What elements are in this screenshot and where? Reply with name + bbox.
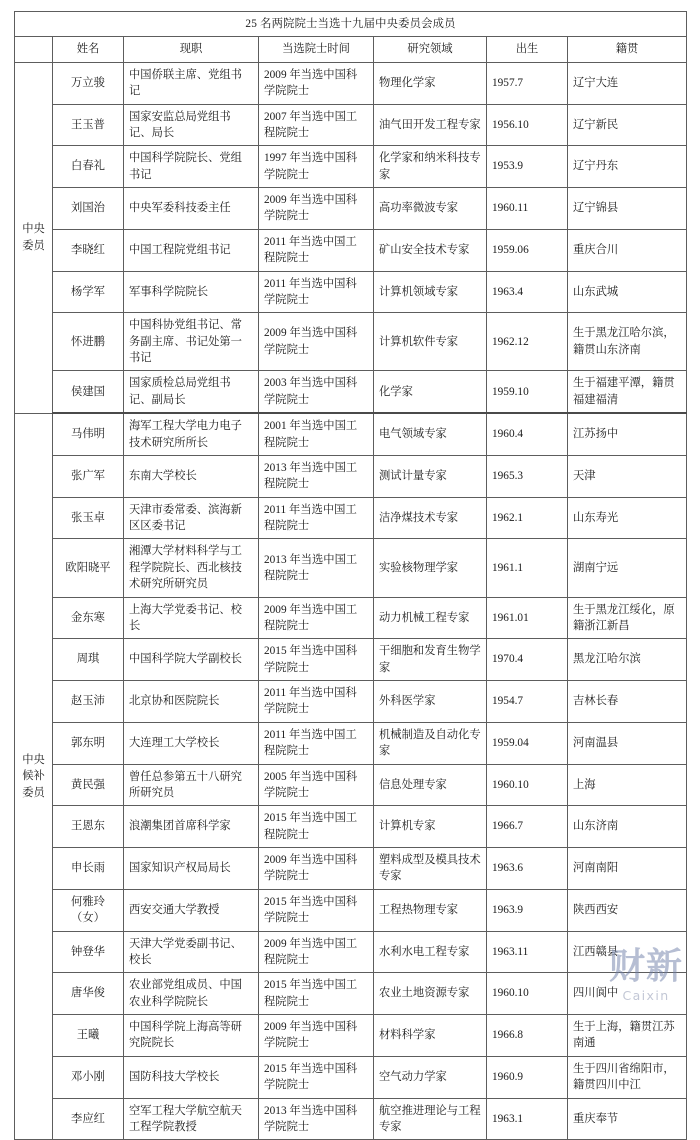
cell-post: 湘潭大学材料科学与工程学院院长、西北核技术研究所研究员 bbox=[124, 539, 259, 597]
cell-post: 曾任总参第五十八研究所研究员 bbox=[124, 764, 259, 806]
cell-born: 1963.6 bbox=[487, 848, 568, 890]
table-row bbox=[15, 597, 687, 639]
cell-born: 1961.01 bbox=[487, 597, 568, 639]
cell-origin: 辽宁新民 bbox=[568, 104, 687, 146]
cell-post: 北京协和医院院长 bbox=[124, 681, 259, 723]
cell-field: 矿山安全技术专家 bbox=[374, 229, 487, 271]
cell-born: 1953.9 bbox=[487, 146, 568, 188]
cell-born: 1962.12 bbox=[487, 313, 568, 371]
cell-elect: 2003 年当选中国科学院院士 bbox=[259, 371, 374, 413]
cell-elect: 2013 年当选中国工程院院士 bbox=[259, 455, 374, 497]
cell-field: 物理化学家 bbox=[374, 62, 487, 104]
cell-name: 侯建国 bbox=[53, 371, 124, 413]
cell-born: 1963.1 bbox=[487, 1098, 568, 1140]
cell-field: 水利水电工程专家 bbox=[374, 931, 487, 973]
cell-elect: 2015 年当选中国科学院院士 bbox=[259, 889, 374, 931]
cell-name: 金东寒 bbox=[53, 597, 124, 639]
cell-origin: 生于上海，籍贯江苏南通 bbox=[568, 1015, 687, 1057]
cell-name: 何雅玲（女） bbox=[53, 889, 124, 931]
cell-field: 空气动力学家 bbox=[374, 1056, 487, 1098]
cell-born: 1963.11 bbox=[487, 931, 568, 973]
cell-elect: 2011 年当选中国工程院院士 bbox=[259, 722, 374, 764]
cell-post: 中国科学院大学副校长 bbox=[124, 639, 259, 681]
cell-elect: 2015 年当选中国科学院院士 bbox=[259, 1056, 374, 1098]
cell-born: 1960.9 bbox=[487, 1056, 568, 1098]
cell-born: 1966.8 bbox=[487, 1015, 568, 1057]
cell-elect: 2007 年当选中国工程院院士 bbox=[259, 104, 374, 146]
cell-elect: 2005 年当选中国科学院院士 bbox=[259, 764, 374, 806]
cell-elect: 2011 年当选中国工程院院士 bbox=[259, 229, 374, 271]
cell-origin: 河南温县 bbox=[568, 722, 687, 764]
cell-post: 海军工程大学电力电子技术研究所所长 bbox=[124, 413, 259, 455]
cell-elect: 2013 年当选中国科学院院士 bbox=[259, 1098, 374, 1140]
cell-post: 浪潮集团首席科学家 bbox=[124, 806, 259, 848]
cell-name: 周琪 bbox=[53, 639, 124, 681]
group-label-0: 中央 委员 bbox=[15, 62, 53, 413]
cell-post: 国家知识产权局局长 bbox=[124, 848, 259, 890]
cell-born: 1959.06 bbox=[487, 229, 568, 271]
cell-elect: 2009 年当选中国科学院院士 bbox=[259, 1015, 374, 1057]
cell-post: 军事科学院院长 bbox=[124, 271, 259, 313]
cell-post: 国防科技大学校长 bbox=[124, 1056, 259, 1098]
column-header-elect: 当选院士时间 bbox=[259, 37, 374, 62]
cell-origin: 天津 bbox=[568, 455, 687, 497]
cell-origin: 生于福建平潭，籍贯福建福清 bbox=[568, 371, 687, 413]
cell-field: 计算机软件专家 bbox=[374, 313, 487, 371]
cell-elect: 2015 年当选中国工程院院士 bbox=[259, 806, 374, 848]
watermark-en-text: Caixin bbox=[622, 988, 670, 1003]
cell-origin: 湖南宁远 bbox=[568, 539, 687, 597]
cell-name: 赵玉沛 bbox=[53, 681, 124, 723]
table-row bbox=[15, 62, 687, 104]
cell-elect: 2011 年当选中国科学院院士 bbox=[259, 681, 374, 723]
cell-origin: 辽宁大连 bbox=[568, 62, 687, 104]
column-header-origin: 籍贯 bbox=[568, 37, 687, 62]
cell-name: 钟登华 bbox=[53, 931, 124, 973]
table-row bbox=[15, 1056, 687, 1098]
cell-post: 中国科协党组书记、常务副主席、书记处第一书记 bbox=[124, 313, 259, 371]
cell-post: 中国工程院党组书记 bbox=[124, 229, 259, 271]
cell-born: 1960.10 bbox=[487, 764, 568, 806]
watermark-cn-text: 财新 bbox=[608, 946, 683, 987]
cell-born: 1961.1 bbox=[487, 539, 568, 597]
cell-origin: 山东济南 bbox=[568, 806, 687, 848]
cell-born: 1970.4 bbox=[487, 639, 568, 681]
cell-name: 张广军 bbox=[53, 455, 124, 497]
cell-name: 李应红 bbox=[53, 1098, 124, 1140]
cell-elect: 2011 年当选中国工程院院士 bbox=[259, 497, 374, 539]
cell-name: 张玉卓 bbox=[53, 497, 124, 539]
table-row bbox=[15, 539, 687, 597]
table-row bbox=[15, 806, 687, 848]
cell-field: 测试计量专家 bbox=[374, 455, 487, 497]
cell-name: 王曦 bbox=[53, 1015, 124, 1057]
cell-post: 天津大学党委副书记、校长 bbox=[124, 931, 259, 973]
cell-name: 郭东明 bbox=[53, 722, 124, 764]
cell-name: 马伟明 bbox=[53, 413, 124, 455]
table-row bbox=[15, 889, 687, 931]
cell-elect: 2009 年当选中国科学院院士 bbox=[259, 313, 374, 371]
table-row bbox=[15, 848, 687, 890]
cell-elect: 2009 年当选中国工程院院士 bbox=[259, 597, 374, 639]
cell-post: 中国侨联主席、党组书记 bbox=[124, 62, 259, 104]
cell-born: 1954.7 bbox=[487, 681, 568, 723]
table-row bbox=[15, 455, 687, 497]
cell-field: 洁净煤技术专家 bbox=[374, 497, 487, 539]
cell-elect: 2009 年当选中国工程院院士 bbox=[259, 931, 374, 973]
cell-origin: 生于黑龙江绥化，原籍浙江新昌 bbox=[568, 597, 687, 639]
table-row bbox=[15, 1015, 687, 1057]
cell-field: 计算机领域专家 bbox=[374, 271, 487, 313]
cell-born: 1966.7 bbox=[487, 806, 568, 848]
cell-field: 化学家和纳米科技专家 bbox=[374, 146, 487, 188]
cell-post: 大连理工大学校长 bbox=[124, 722, 259, 764]
cell-field: 信息处理专家 bbox=[374, 764, 487, 806]
cell-elect: 2011 年当选中国科学院院士 bbox=[259, 271, 374, 313]
cell-field: 工程热物理专家 bbox=[374, 889, 487, 931]
table-row bbox=[15, 639, 687, 681]
column-header-field: 研究领域 bbox=[374, 37, 487, 62]
table-row bbox=[15, 1098, 687, 1140]
roster-table bbox=[14, 11, 687, 1140]
cell-name: 白春礼 bbox=[53, 146, 124, 188]
cell-field: 农业土地资源专家 bbox=[374, 973, 487, 1015]
column-header-name: 姓名 bbox=[53, 37, 124, 62]
cell-name: 欧阳晓平 bbox=[53, 539, 124, 597]
table-row bbox=[15, 931, 687, 973]
table-row bbox=[15, 271, 687, 313]
cell-field: 塑料成型及模具技术专家 bbox=[374, 848, 487, 890]
table-row bbox=[15, 188, 687, 230]
cell-field: 动力机械工程专家 bbox=[374, 597, 487, 639]
cell-born: 1963.4 bbox=[487, 271, 568, 313]
table-row bbox=[15, 497, 687, 539]
cell-origin: 重庆奉节 bbox=[568, 1098, 687, 1140]
cell-elect: 2015 年当选中国工程院院士 bbox=[259, 973, 374, 1015]
cell-origin: 上海 bbox=[568, 764, 687, 806]
cell-origin: 黑龙江哈尔滨 bbox=[568, 639, 687, 681]
cell-name: 黄民强 bbox=[53, 764, 124, 806]
cell-elect: 2013 年当选中国工程院院士 bbox=[259, 539, 374, 597]
cell-origin: 江西赣县 bbox=[568, 931, 687, 973]
cell-name: 李晓红 bbox=[53, 229, 124, 271]
cell-origin: 吉林长春 bbox=[568, 681, 687, 723]
cell-field: 外科医学家 bbox=[374, 681, 487, 723]
cell-name: 唐华俊 bbox=[53, 973, 124, 1015]
cell-origin: 辽宁锦县 bbox=[568, 188, 687, 230]
cell-born: 1963.9 bbox=[487, 889, 568, 931]
cell-post: 国家质检总局党组书记、副局长 bbox=[124, 371, 259, 413]
cell-born: 1959.10 bbox=[487, 371, 568, 413]
table-row bbox=[15, 764, 687, 806]
cell-origin: 四川阆中 bbox=[568, 973, 687, 1015]
cell-name: 邓小刚 bbox=[53, 1056, 124, 1098]
cell-post: 空军工程大学航空航天工程学院教授 bbox=[124, 1098, 259, 1140]
cell-post: 农业部党组成员、中国农业科学院院长 bbox=[124, 973, 259, 1015]
cell-field: 油气田开发工程专家 bbox=[374, 104, 487, 146]
cell-born: 1956.10 bbox=[487, 104, 568, 146]
cell-born: 1960.11 bbox=[487, 188, 568, 230]
column-header-row bbox=[15, 37, 687, 62]
page-title: 25 名两院院士当选十九届中央委员会成员 bbox=[15, 12, 687, 37]
cell-field: 航空推进理论与工程专家 bbox=[374, 1098, 487, 1140]
cell-born: 1957.7 bbox=[487, 62, 568, 104]
cell-origin: 陕西西安 bbox=[568, 889, 687, 931]
cell-field: 实验核物理学家 bbox=[374, 539, 487, 597]
table-row bbox=[15, 371, 687, 413]
cell-name: 万立骏 bbox=[53, 62, 124, 104]
cell-elect: 2009 年当选中国科学院院士 bbox=[259, 188, 374, 230]
cell-elect: 1997 年当选中国科学院院士 bbox=[259, 146, 374, 188]
cell-field: 化学家 bbox=[374, 371, 487, 413]
cell-name: 刘国治 bbox=[53, 188, 124, 230]
table-row bbox=[15, 973, 687, 1015]
table-row bbox=[15, 229, 687, 271]
cell-elect: 2009 年当选中国科学院院士 bbox=[259, 62, 374, 104]
cell-origin: 辽宁丹东 bbox=[568, 146, 687, 188]
cell-field: 干细胞和发育生物学家 bbox=[374, 639, 487, 681]
cell-post: 东南大学校长 bbox=[124, 455, 259, 497]
cell-born: 1962.1 bbox=[487, 497, 568, 539]
cell-origin: 生于四川省绵阳市，籍贯四川中江 bbox=[568, 1056, 687, 1098]
cell-origin: 生于黑龙江哈尔滨，籍贯山东济南 bbox=[568, 313, 687, 371]
cell-elect: 2009 年当选中国科学院院士 bbox=[259, 848, 374, 890]
cell-post: 中国科学院院长、党组书记 bbox=[124, 146, 259, 188]
column-header-born: 出生 bbox=[487, 37, 568, 62]
cell-origin: 河南南阳 bbox=[568, 848, 687, 890]
cell-origin: 山东寿光 bbox=[568, 497, 687, 539]
cell-origin: 重庆合川 bbox=[568, 229, 687, 271]
cell-field: 计算机专家 bbox=[374, 806, 487, 848]
table-row bbox=[15, 104, 687, 146]
cell-elect: 2001 年当选中国工程院院士 bbox=[259, 413, 374, 455]
table-body bbox=[15, 62, 687, 1140]
cell-name: 申长雨 bbox=[53, 848, 124, 890]
cell-elect: 2015 年当选中国科学院院士 bbox=[259, 639, 374, 681]
cell-field: 机械制造及自动化专家 bbox=[374, 722, 487, 764]
column-header-post: 现职 bbox=[124, 37, 259, 62]
table-row bbox=[15, 722, 687, 764]
cell-post: 西安交通大学教授 bbox=[124, 889, 259, 931]
table-row bbox=[15, 413, 687, 455]
document-page bbox=[14, 11, 686, 1133]
cell-post: 中国科学院上海高等研究院院长 bbox=[124, 1015, 259, 1057]
cell-field: 电气领域专家 bbox=[374, 413, 487, 455]
cell-post: 天津市委常委、滨海新区区委书记 bbox=[124, 497, 259, 539]
cell-post: 中央军委科技委主任 bbox=[124, 188, 259, 230]
cell-born: 1960.10 bbox=[487, 973, 568, 1015]
cell-name: 王玉普 bbox=[53, 104, 124, 146]
title-row bbox=[15, 12, 687, 37]
cell-origin: 江苏扬中 bbox=[568, 413, 687, 455]
cell-field: 高功率微波专家 bbox=[374, 188, 487, 230]
table-head bbox=[15, 12, 687, 63]
cell-post: 上海大学党委书记、校长 bbox=[124, 597, 259, 639]
cell-field: 材料科学家 bbox=[374, 1015, 487, 1057]
cell-name: 怀进鹏 bbox=[53, 313, 124, 371]
table-row bbox=[15, 146, 687, 188]
cell-born: 1960.4 bbox=[487, 413, 568, 455]
table-row bbox=[15, 313, 687, 371]
cell-born: 1965.3 bbox=[487, 455, 568, 497]
group-label-1: 中央 候补 委员 bbox=[15, 413, 53, 1140]
cell-name: 王恩东 bbox=[53, 806, 124, 848]
cell-post: 国家安监总局党组书记、局长 bbox=[124, 104, 259, 146]
table-row bbox=[15, 681, 687, 723]
cell-born: 1959.04 bbox=[487, 722, 568, 764]
cell-origin: 山东武城 bbox=[568, 271, 687, 313]
cell-name: 杨学军 bbox=[53, 271, 124, 313]
column-header-group bbox=[15, 37, 53, 62]
